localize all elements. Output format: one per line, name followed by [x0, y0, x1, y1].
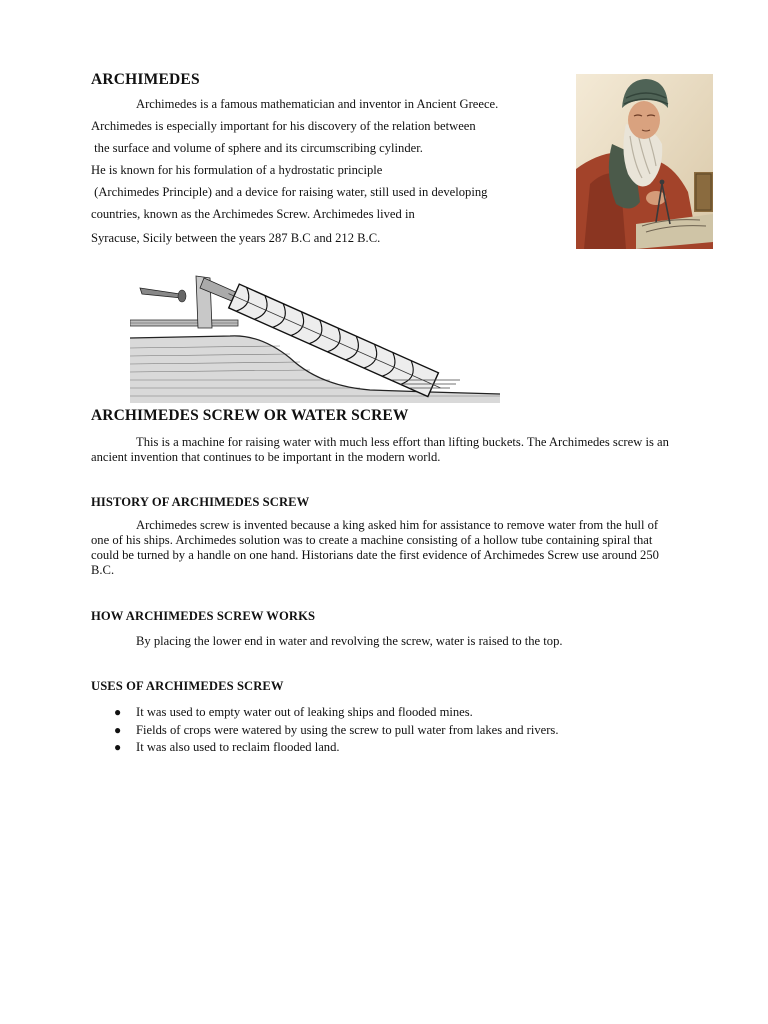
archimedes-portrait-image	[576, 74, 713, 249]
screw-description-text: This is a machine for raising water with much less effort than lifting buckets. The Archimedes screw is an ancient invention that continues to be important in the modern world.	[91, 435, 669, 464]
section-heading-screw: ARCHIMEDES SCREW OR WATER SCREW	[91, 407, 409, 424]
intro-line: Syracuse, Sicily between the years 287 B.C and 212 B.C.	[91, 231, 381, 245]
section-heading-how-it-works: HOW ARCHIMEDES SCREW WORKS	[91, 609, 316, 623]
how-it-works-text: By placing the lower end in water and revolving the screw, water is raised to the top.	[136, 634, 563, 648]
history-text: Archimedes screw is invented because a king asked him for assistance to remove water from the hull of one of his ships. Archimedes solution was to create a machine consisting of a hollow tube containing spiral that could be turned by a handle on one hand. Historians date the first evidence of Archimedes Screw use around 250 B.C.	[91, 518, 659, 577]
list-item-text: It was used to empty water out of leaking ships and flooded mines.	[136, 705, 473, 719]
bullet-icon: ●	[114, 705, 122, 719]
intro-line: He is known for his formulation of a hydrostatic principle	[91, 163, 383, 177]
bullet-icon: ●	[114, 722, 122, 737]
uses-list	[91, 704, 671, 757]
archimedes-screw-illustration	[130, 268, 500, 403]
list-item	[91, 722, 671, 740]
intro-line: (Archimedes Principle) and a device for raising water, still used in developing	[91, 185, 488, 199]
list-item	[91, 704, 671, 722]
section-heading-uses: USES OF ARCHIMEDES SCREW	[91, 679, 284, 693]
bullet-icon: ●	[114, 740, 122, 754]
page-title: ARCHIMEDES	[91, 71, 200, 88]
intro-line: Archimedes is especially important for his discovery of the relation between	[91, 119, 476, 133]
list-item	[91, 739, 671, 757]
list-item-text: Fields of crops were watered by using the screw to pull water from lakes and rivers.	[136, 722, 559, 737]
section-heading-history: HISTORY OF ARCHIMEDES SCREW	[91, 495, 310, 509]
list-item-text: It was also used to reclaim flooded land.	[136, 740, 340, 754]
intro-line: countries, known as the Archimedes Screw. Archimedes lived in	[91, 207, 415, 221]
intro-line: Archimedes is a famous mathematician and inventor in Ancient Greece.	[136, 97, 499, 111]
intro-line: the surface and volume of sphere and its circumscribing cylinder.	[91, 141, 423, 155]
